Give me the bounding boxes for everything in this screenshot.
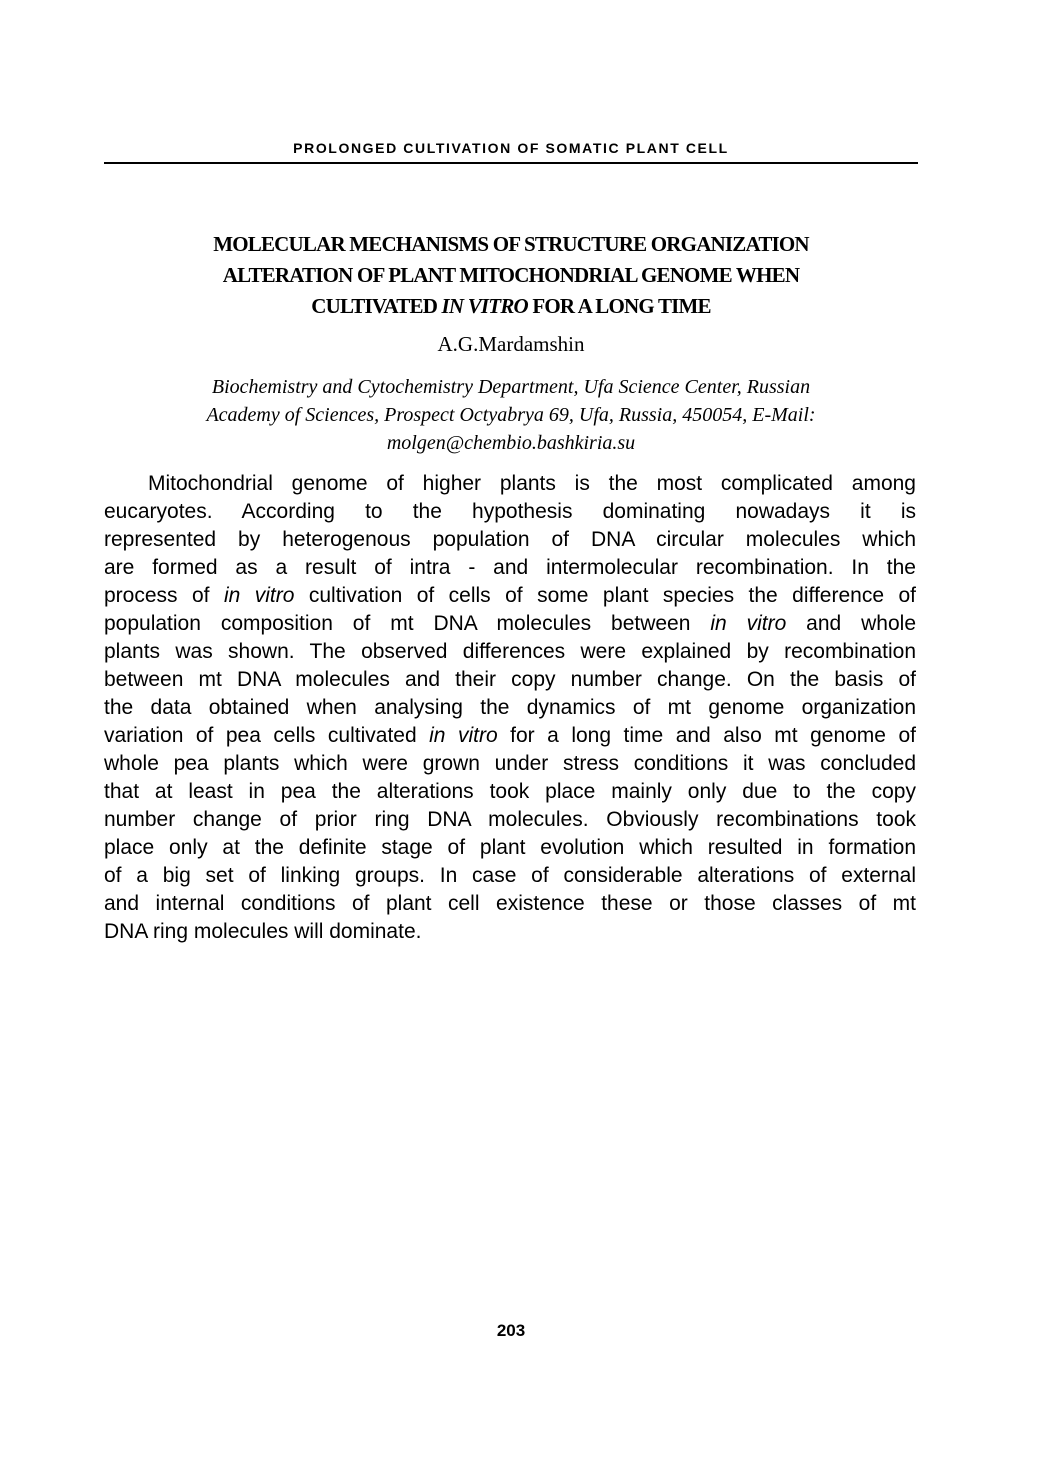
abstract-line: eucaryotes. According to the hypothesis dominating nowadays it is (104, 500, 916, 523)
article-title (104, 229, 918, 322)
title-line-1: MOLECULAR MECHANISMS OF STRUCTURE ORGANIZATION (213, 232, 809, 256)
abstract-line (104, 722, 916, 750)
title-italic-in-vitro: IN VITRO (441, 294, 528, 318)
abstract-line: number change of prior ring DNA molecules. Obviously recombinations took (104, 808, 916, 831)
abstract-text: variation of pea cells cultivated (104, 724, 430, 747)
abstract-text: for a long time and also mt genome of (497, 724, 916, 747)
abstract-line (104, 610, 916, 638)
abstract-body (104, 470, 916, 946)
page-number: 203 (496, 1321, 526, 1340)
abstract-text: cultivation of cells of some plant species the difference of (294, 584, 916, 607)
abstract-text: process of (104, 584, 224, 607)
abstract-text: population composition of mt DNA molecules between (104, 612, 711, 635)
abstract-line: between mt DNA molecules and their copy number change. On the basis of (104, 668, 916, 691)
title-line-3-text-end: FOR A LONG TIME (527, 294, 711, 318)
abstract-line: whole pea plants which were grown under stress conditions it was concluded (104, 752, 916, 775)
running-header: PROLONGED CULTIVATION OF SOMATIC PLANT CELL (293, 140, 729, 156)
abstract-line: plants was shown. The observed differences were explained by recombination (104, 640, 916, 663)
abstract-line: the data obtained when analysing the dynamics of mt genome organization (104, 696, 916, 719)
affiliation-line-2: Academy of Sciences, Prospect Octyabrya 69, Ufa, Russia, 450054, E-Mail: (206, 404, 816, 426)
abstract-text: and whole (786, 612, 916, 635)
abstract-line (104, 582, 916, 610)
abstract-line: are formed as a result of intra - and intermolecular recombination. In the (104, 556, 916, 579)
title-line-3 (104, 291, 918, 322)
affiliation-email: molgen@chembio.bashkiria.su (386, 432, 636, 454)
abstract-line: and internal conditions of plant cell existence these or those classes of mt (104, 892, 916, 915)
abstract-italic-in-vitro: in vitro (429, 724, 498, 747)
abstract-line: place only at the definite stage of plant evolution which resulted in formation (104, 836, 916, 859)
abstract-line: that at least in pea the alterations took place mainly only due to the copy (104, 780, 916, 803)
abstract-italic-in-vitro: in vitro (223, 584, 295, 607)
abstract-line: DNA ring molecules will dominate. (104, 920, 422, 943)
title-line-2: ALTERATION OF PLANT MITOCHONDRIAL GENOME WHEN (222, 263, 800, 287)
abstract-italic-in-vitro: in vitro (710, 612, 787, 635)
abstract-line: of a big set of linking groups. In case of considerable alterations of external (104, 864, 916, 887)
abstract-line: represented by heterogenous population of DNA circular molecules which (104, 528, 916, 551)
affiliation (104, 373, 918, 457)
header-rule (104, 162, 918, 164)
affiliation-line-1: Biochemistry and Cytochemistry Department, Ufa Science Center, Russian (211, 376, 811, 398)
abstract-line: Mitochondrial genome of higher plants is the most complicated among (148, 472, 916, 495)
author-name: A.G.Mardamshin (437, 332, 585, 356)
title-line-3-text: CULTIVATED (311, 294, 442, 318)
